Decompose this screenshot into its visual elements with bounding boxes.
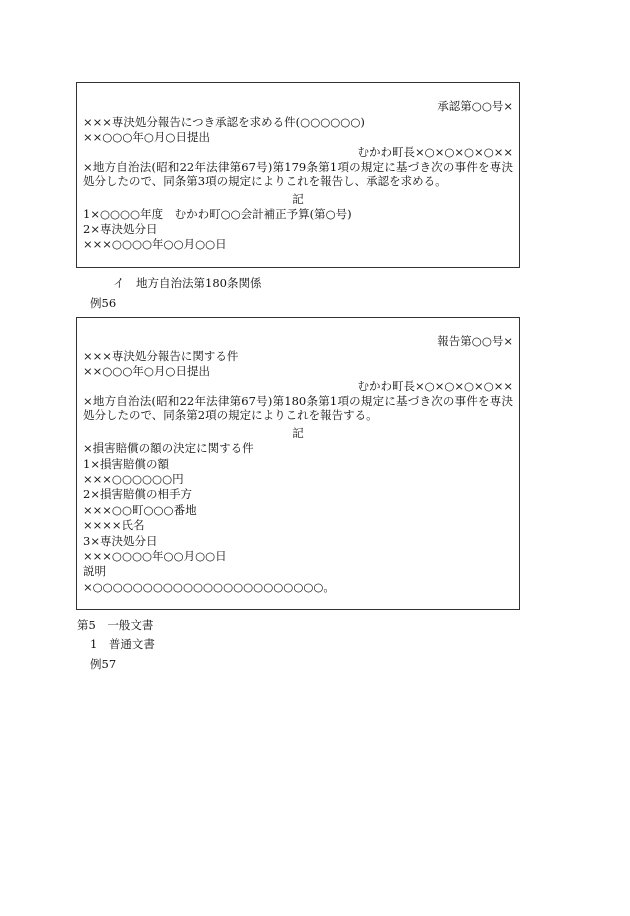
document-body: ×地方自治法(昭和22年法律第67号)第180条第1項の規定に基づき次の事件を専決処分したので、同条第2項の規定によりこれを報告する。 bbox=[83, 394, 513, 422]
document-subject: ×××専決処分報告につき承認を求める件(○○○○○○) bbox=[83, 115, 365, 129]
sender-line: むかわ町長×○×○×○×○×× bbox=[357, 145, 513, 159]
document-number: 承認第○○号× bbox=[437, 99, 513, 113]
item-line: 3×専決処分日 bbox=[83, 534, 158, 548]
item-line: 2×専決処分日 bbox=[83, 222, 158, 236]
submission-date: ××○○○年○月○日提出 bbox=[83, 364, 210, 378]
ki-heading: 記 bbox=[292, 192, 304, 206]
item-line: 2×損害賠償の相手方 bbox=[83, 487, 192, 501]
document-subject: ×××専決処分報告に関する件 bbox=[83, 349, 239, 363]
report-document-frame bbox=[76, 317, 520, 610]
item-line: ×損害賠償の額の決定に関する件 bbox=[83, 441, 254, 455]
item-line: 説明 bbox=[83, 564, 106, 578]
item-line: 1×損害賠償の額 bbox=[83, 457, 169, 471]
item-line: ×○○○○○○○○○○○○○○○○○○○○○○○。 bbox=[83, 580, 335, 594]
item-line: ××××氏名 bbox=[83, 518, 145, 532]
document-number: 報告第○○号× bbox=[437, 334, 513, 348]
sender-line: むかわ町長×○×○×○×○×× bbox=[357, 379, 513, 393]
section-heading-i: イ 地方自治法第180条関係 bbox=[113, 276, 262, 290]
item-line: ×××○○○○年○○月○○日 bbox=[83, 549, 227, 563]
section-heading-5: 第5 一般文書 bbox=[77, 618, 154, 632]
subsection-heading: 1 普通文書 bbox=[90, 637, 155, 651]
ki-heading: 記 bbox=[292, 426, 304, 440]
submission-date: ××○○○年○月○日提出 bbox=[83, 130, 210, 144]
example-label: 例57 bbox=[90, 657, 117, 671]
item-line: ×××○○町○○○番地 bbox=[83, 503, 197, 517]
example-label: 例56 bbox=[90, 296, 117, 310]
item-line: ×××○○○○年○○月○○日 bbox=[83, 237, 227, 251]
item-line: ×××○○○○○○円 bbox=[83, 472, 184, 486]
approval-document-frame bbox=[76, 82, 520, 268]
item-line: 1×○○○○年度 むかわ町○○会計補正予算(第○号) bbox=[83, 207, 352, 221]
document-body: ×地方自治法(昭和22年法律第67号)第179条第1項の規定に基づき次の事件を専決処分したので、同条第3項の規定によりこれを報告し、承認を求める。 bbox=[83, 160, 513, 188]
